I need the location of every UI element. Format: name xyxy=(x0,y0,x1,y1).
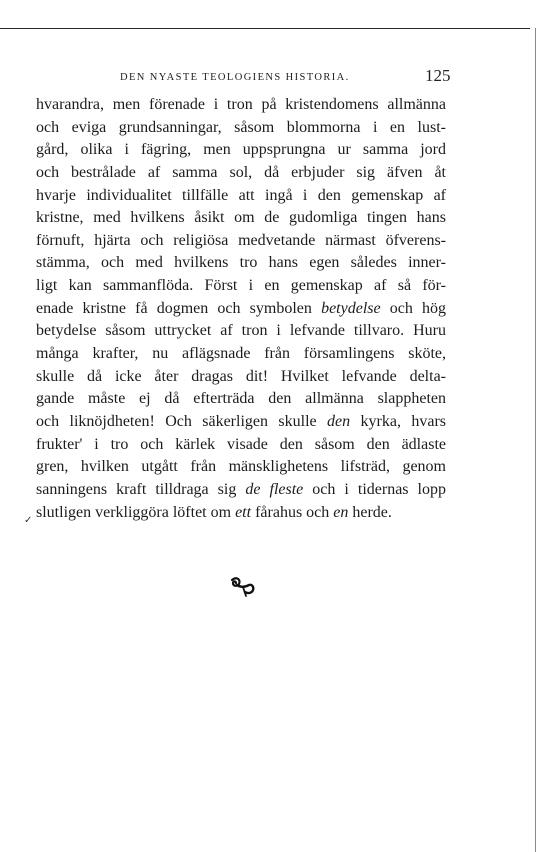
emphasized-word: en xyxy=(333,503,349,521)
text-run: fårahus och xyxy=(251,503,334,521)
text-run: gård, olika i fägring, men uppsprungna ur samma jord xyxy=(36,141,446,159)
text-line xyxy=(36,185,446,208)
text-run: hvarje individualitet tillfälle att ingå i den gemenskap af xyxy=(36,186,446,204)
text-run: stämma, och med hvilkens tro hans egen således inner- xyxy=(36,254,446,272)
text-run: och bestrålade af samma sol, då erbjuder sig äfven åt xyxy=(36,163,446,181)
text-line xyxy=(36,275,446,298)
emphasized-word: den xyxy=(327,412,351,430)
emphasized-word: betydelse xyxy=(321,299,381,317)
text-line xyxy=(36,139,446,162)
text-run: slutligen verkliggöra löftet om xyxy=(36,503,236,521)
text-run: och eviga grundsanningar, såsom blommorna i en lust- xyxy=(36,118,446,136)
page-edge xyxy=(535,28,536,852)
text-line xyxy=(36,388,446,411)
text-line xyxy=(36,117,446,140)
emphasized-word: ett xyxy=(235,503,252,521)
text-run: betydelse såsom uttrycket af tron i lefvande tillvaro. Huru xyxy=(36,322,446,340)
text-run: kyrka, hvars xyxy=(350,412,446,430)
text-line xyxy=(36,94,446,117)
text-line xyxy=(36,162,446,185)
text-line xyxy=(36,343,446,366)
page-number: 125 xyxy=(425,66,451,85)
text-line xyxy=(36,207,446,230)
text-run: hvarandra, men förenade i tron på kristendomens allmänna xyxy=(36,96,446,113)
text-line xyxy=(36,479,446,502)
text-run: gande måste ej då efterträda den allmänna slappheten xyxy=(36,390,446,408)
text-run: skulle då icke åter dragas dit! Hvilket lefvande delta- xyxy=(36,367,446,385)
text-line xyxy=(36,298,446,321)
text-run: och liknöjdheten! Och säkerligen skulle xyxy=(36,412,328,430)
top-rule xyxy=(0,28,530,29)
emphasized-word: de fleste xyxy=(245,480,304,498)
text-run: frukter' i tro och kärlek visade den såsom den ädlaste xyxy=(36,435,446,453)
text-run: enade kristne få dogmen och symbolen xyxy=(36,299,322,317)
text-run: ligt kan sammanflöda. Först i en gemenskap af så för- xyxy=(36,277,446,295)
text-line xyxy=(36,252,446,275)
text-run: många krafter, nu aflägsnade från församlingens sköte, xyxy=(36,345,446,363)
text-run: förnuft, hjärta och religiösa medvetande närmast öfverens- xyxy=(36,231,446,249)
body-text xyxy=(36,94,446,524)
stray-mark: ✓ xyxy=(24,515,33,526)
text-line xyxy=(36,320,446,343)
text-run: sanningens kraft tilldraga sig xyxy=(36,480,246,498)
text-line xyxy=(36,230,446,253)
text-run: kristne, med hvilkens åsikt om de gudomliga tingen hans xyxy=(36,209,446,227)
text-line xyxy=(36,456,446,479)
text-run: gren, hvilken utgått från mänsklighetens lifsträd, genom xyxy=(36,458,446,476)
fleuron-ornament-icon xyxy=(229,574,257,598)
running-head: DEN NYASTE TEOLOGIENS HISTORIA. xyxy=(120,72,350,83)
text-run: och i tidernas lopp xyxy=(303,480,446,498)
text-line xyxy=(36,502,446,525)
text-line xyxy=(36,411,446,434)
text-line xyxy=(36,366,446,389)
text-line xyxy=(36,434,446,457)
text-run: och hög xyxy=(380,299,446,317)
text-run: herde. xyxy=(348,503,392,521)
